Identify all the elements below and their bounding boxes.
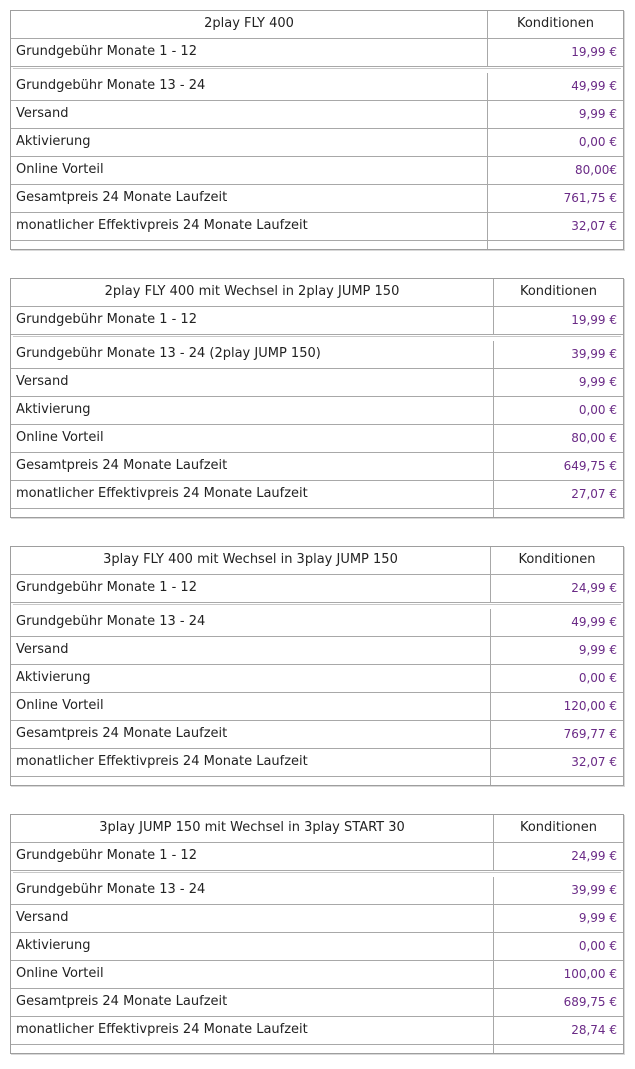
- row-price: 24,99 €: [571, 581, 617, 595]
- table-row: [11, 481, 623, 509]
- row-label: Grundgebühr Monate 13 - 24 (2play JUMP 150): [11, 341, 494, 368]
- table-row: [11, 397, 623, 425]
- table-row: [11, 39, 623, 67]
- table-footer: [11, 777, 623, 785]
- row-label: Grundgebühr Monate 1 - 12: [11, 575, 491, 602]
- row-price: 9,99 €: [578, 375, 617, 389]
- row-price: 9,99 €: [578, 643, 617, 657]
- table-row: [11, 575, 623, 603]
- row-price: 49,99 €: [571, 79, 617, 93]
- table-header-row: [11, 547, 623, 575]
- table-row: [11, 73, 623, 101]
- row-price: 0,00 €: [578, 403, 617, 417]
- table-header-row: [11, 11, 623, 39]
- row-label: Aktivierung: [11, 933, 494, 960]
- table-title: 3play JUMP 150 mit Wechsel in 3play START 30: [11, 815, 494, 842]
- column-header-konditionen: Konditionen: [519, 284, 598, 299]
- row-price: 32,07 €: [571, 219, 617, 233]
- row-price: 0,00 €: [578, 671, 617, 685]
- row-label: Versand: [11, 369, 494, 396]
- row-price: 769,77 €: [563, 727, 617, 741]
- table-row: [11, 341, 623, 369]
- table-row: [11, 185, 623, 213]
- table-title: 2play FLY 400: [11, 11, 488, 38]
- table-row: [11, 933, 623, 961]
- row-label: Grundgebühr Monate 13 - 24: [11, 609, 491, 636]
- row-label: monatlicher Effektivpreis 24 Monate Laufzeit: [11, 749, 491, 776]
- row-price: 27,07 €: [571, 487, 617, 501]
- row-label: Online Vorteil: [11, 961, 494, 988]
- row-price: 100,00 €: [563, 967, 617, 981]
- table-row: [11, 843, 623, 871]
- row-label: Online Vorteil: [11, 693, 491, 720]
- price-table-3play-fly-400-jump-150: [10, 546, 624, 786]
- table-header-row: [11, 815, 623, 843]
- table-header-row: [11, 279, 623, 307]
- row-label: monatlicher Effektivpreis 24 Monate Laufzeit: [11, 1017, 494, 1044]
- row-label: Versand: [11, 637, 491, 664]
- table-footer: [11, 509, 623, 517]
- table-row: [11, 129, 623, 157]
- table-row: [11, 637, 623, 665]
- price-table-2play-fly-400: [10, 10, 624, 250]
- table-row: [11, 721, 623, 749]
- column-header-konditionen: Konditionen: [516, 16, 595, 31]
- row-label: monatlicher Effektivpreis 24 Monate Laufzeit: [11, 481, 494, 508]
- row-price: 80,00 €: [571, 431, 617, 445]
- row-label: Online Vorteil: [11, 425, 494, 452]
- row-price: 689,75 €: [563, 995, 617, 1009]
- row-label: Aktivierung: [11, 397, 494, 424]
- row-label: Grundgebühr Monate 1 - 12: [11, 307, 494, 334]
- row-label: Versand: [11, 905, 494, 932]
- row-price: 28,74 €: [571, 1023, 617, 1037]
- row-label: Grundgebühr Monate 13 - 24: [11, 877, 494, 904]
- row-label: Gesamtpreis 24 Monate Laufzeit: [11, 185, 488, 212]
- table-footer: [11, 1045, 623, 1053]
- row-label: Grundgebühr Monate 13 - 24: [11, 73, 488, 100]
- row-label: monatlicher Effektivpreis 24 Monate Laufzeit: [11, 213, 488, 240]
- column-header-konditionen: Konditionen: [519, 820, 598, 835]
- table-row: [11, 157, 623, 185]
- row-label: Gesamtpreis 24 Monate Laufzeit: [11, 721, 491, 748]
- column-header-konditionen: Konditionen: [518, 552, 596, 567]
- row-price: 49,99 €: [571, 615, 617, 629]
- row-price: 761,75 €: [563, 191, 617, 205]
- row-price: 9,99 €: [578, 107, 617, 121]
- table-row: [11, 369, 623, 397]
- row-price: 9,99 €: [578, 911, 617, 925]
- row-label: Grundgebühr Monate 1 - 12: [11, 843, 494, 870]
- table-footer: [11, 241, 623, 249]
- table-row: [11, 453, 623, 481]
- table-row: [11, 905, 623, 933]
- row-label: Aktivierung: [11, 665, 491, 692]
- row-price: 39,99 €: [571, 347, 617, 361]
- row-price: 32,07 €: [571, 755, 617, 769]
- row-label: Grundgebühr Monate 1 - 12: [11, 39, 488, 66]
- row-price: 19,99 €: [571, 313, 617, 327]
- row-price: 0,00 €: [578, 135, 617, 149]
- table-row: [11, 665, 623, 693]
- row-price: 39,99 €: [571, 883, 617, 897]
- table-row: [11, 609, 623, 637]
- table-row: [11, 213, 623, 241]
- row-price: 0,00 €: [578, 939, 617, 953]
- row-label: Gesamtpreis 24 Monate Laufzeit: [11, 989, 494, 1016]
- table-row: [11, 307, 623, 335]
- table-row: [11, 1017, 623, 1045]
- row-price: 649,75 €: [563, 459, 617, 473]
- table-row: [11, 961, 623, 989]
- table-row: [11, 877, 623, 905]
- table-title: 2play FLY 400 mit Wechsel in 2play JUMP 150: [11, 279, 494, 306]
- row-label: Versand: [11, 101, 488, 128]
- row-label: Aktivierung: [11, 129, 488, 156]
- row-label: Online Vorteil: [11, 157, 488, 184]
- row-price: 80,00€: [575, 163, 617, 177]
- row-price: 120,00 €: [563, 699, 617, 713]
- table-row: [11, 101, 623, 129]
- row-label: Gesamtpreis 24 Monate Laufzeit: [11, 453, 494, 480]
- price-table-3play-jump-150-start-30: [10, 814, 624, 1054]
- price-table-2play-fly-400-jump-150: [10, 278, 624, 518]
- table-row: [11, 693, 623, 721]
- table-row: [11, 425, 623, 453]
- table-row: [11, 989, 623, 1017]
- row-price: 19,99 €: [571, 45, 617, 59]
- table-title: 3play FLY 400 mit Wechsel in 3play JUMP 150: [11, 547, 491, 574]
- table-row: [11, 749, 623, 777]
- row-price: 24,99 €: [571, 849, 617, 863]
